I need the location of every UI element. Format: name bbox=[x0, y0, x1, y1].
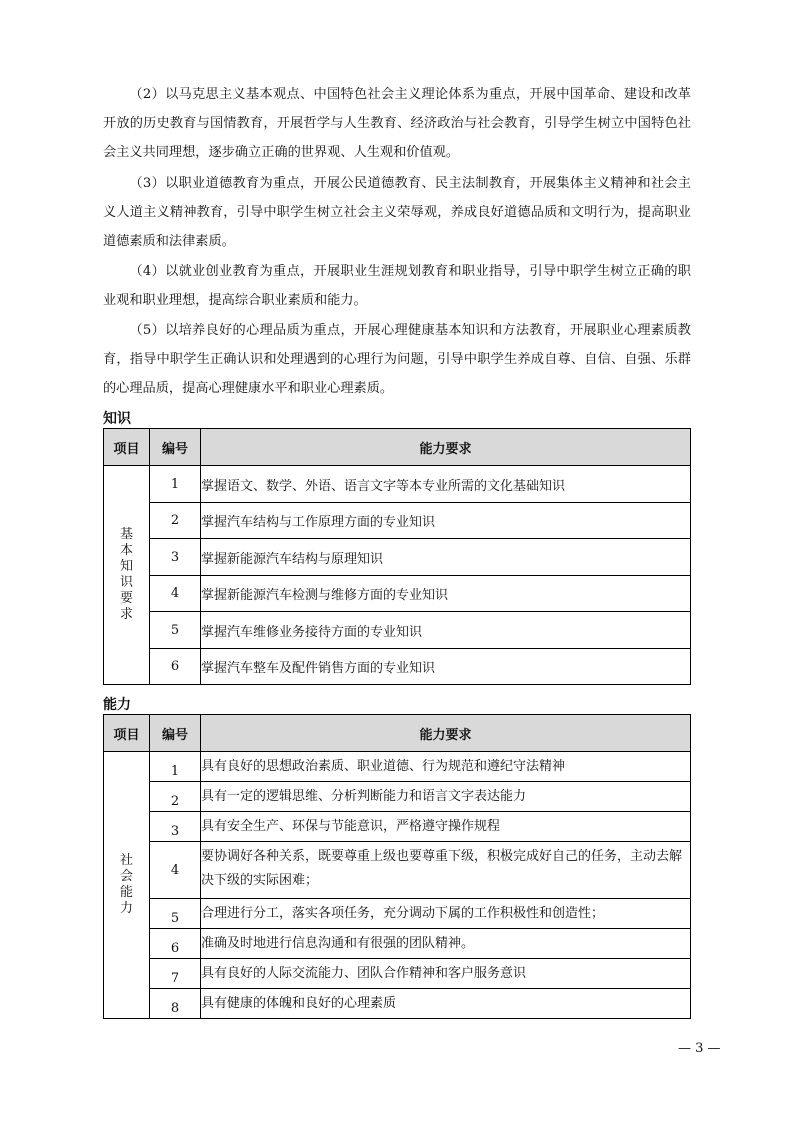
table-row bbox=[104, 899, 691, 929]
row-text: 具有良好的思想政治素质、职业道德、行为规范和遵纪守法精神 bbox=[201, 752, 691, 782]
table-header-row bbox=[104, 715, 691, 752]
row-number: 1 bbox=[150, 466, 201, 503]
page-number: — 3 — bbox=[678, 1041, 721, 1056]
row-text: 掌握新能源汽车结构与原理知识 bbox=[201, 539, 691, 576]
knowledge-heading: 知识 bbox=[103, 411, 131, 427]
table-row bbox=[104, 812, 691, 842]
table-row bbox=[104, 842, 691, 899]
paragraph-2: （2）以马克思主义基本观点、中国特色社会主义理论体系为重点，开展中国革命、建设和改革开放的历史教育与国情教育，开展哲学与人生教育、经济政治与社会教育，引导学生树立中国特色社会主义共同理想，逐步确立正确的世界观、人生观和价值观。 bbox=[103, 87, 691, 160]
table-row bbox=[104, 539, 691, 576]
row-text: 合理进行分工，落实各项任务，充分调动下属的工作积极性和创造性； bbox=[201, 899, 691, 929]
row-number: 2 bbox=[150, 503, 201, 539]
knowledge-table bbox=[103, 428, 691, 685]
table-row bbox=[104, 576, 691, 612]
table-row bbox=[104, 503, 691, 539]
paragraph-3: （3）以职业道德教育为重点，开展公民道德教育、民主法制教育，开展集体主义精神和社会主义人道主义精神教育，引导中职学生树立社会主义荣辱观，养成良好道德品质和文明行为，提高职业道德素质和法律素质。 bbox=[103, 176, 691, 249]
row-text: 掌握语文、数学、外语、语言文字等本专业所需的文化基础知识 bbox=[201, 466, 691, 503]
row-number: 8 bbox=[150, 989, 201, 1019]
category-cell bbox=[104, 466, 150, 685]
row-text: 准确及时地进行信息沟通和有很强的团队精神。 bbox=[201, 929, 691, 959]
row-text: 具有良好的人际交流能力、团队合作精神和客户服务意识 bbox=[201, 959, 691, 989]
header-requirement: 能力要求 bbox=[201, 715, 691, 752]
header-item: 项目 bbox=[104, 429, 150, 466]
header-num: 编号 bbox=[150, 715, 201, 752]
header-item: 项目 bbox=[104, 715, 150, 752]
category-cell bbox=[104, 752, 150, 1019]
row-number: 1 bbox=[150, 752, 201, 782]
ability-heading: 能力 bbox=[103, 697, 131, 713]
row-text: 掌握汽车维修业务接待方面的专业知识 bbox=[201, 612, 691, 649]
row-number: 4 bbox=[150, 842, 201, 899]
ability-table bbox=[103, 714, 691, 1019]
row-number: 5 bbox=[150, 899, 201, 929]
row-number: 2 bbox=[150, 782, 201, 812]
row-text: 掌握汽车整车及配件销售方面的专业知识 bbox=[201, 649, 691, 685]
row-text: 具有健康的体魄和良好的心理素质 bbox=[201, 989, 691, 1019]
category-label: 社会能力 bbox=[120, 853, 134, 916]
row-number: 4 bbox=[150, 576, 201, 612]
row-text: 掌握新能源汽车检测与维修方面的专业知识 bbox=[201, 576, 691, 612]
paragraph-4: （4）以就业创业教育为重点，开展职业生涯规划教育和职业指导，引导中职学生树立正确的职业观和职业理想，提高综合职业素质和能力。 bbox=[103, 264, 691, 308]
row-text: 具有安全生产、环保与节能意识，严格遵守操作规程 bbox=[201, 812, 691, 842]
row-text: 要协调好各种关系，既要尊重上级也要尊重下级，积极完成好自己的任务，主动去解决下级的实际困难； bbox=[201, 842, 691, 899]
table-header-row bbox=[104, 429, 691, 466]
table-row bbox=[104, 649, 691, 685]
row-number: 7 bbox=[150, 959, 201, 989]
table-row bbox=[104, 959, 691, 989]
header-requirement: 能力要求 bbox=[201, 429, 691, 466]
row-text: 掌握汽车结构与工作原理方面的专业知识 bbox=[201, 503, 691, 539]
row-number: 5 bbox=[150, 612, 201, 649]
table-row bbox=[104, 466, 691, 503]
table-row bbox=[104, 752, 691, 782]
row-number: 6 bbox=[150, 929, 201, 959]
table-row bbox=[104, 989, 691, 1019]
category-label: 基本知识要求 bbox=[120, 527, 134, 622]
paragraph-5: （5）以培养良好的心理品质为重点，开展心理健康基本知识和方法教育，开展职业心理素质教育，指导中职学生正确认识和处理遇到的心理行为问题，引导中职学生养成自尊、自信、自强、乐群的心理品质，提高心理健康水平和职业心理素质。 bbox=[103, 323, 691, 396]
table-row bbox=[104, 782, 691, 812]
row-number: 3 bbox=[150, 539, 201, 576]
table-row bbox=[104, 612, 691, 649]
header-num: 编号 bbox=[150, 429, 201, 466]
row-number: 3 bbox=[150, 812, 201, 842]
table-row bbox=[104, 929, 691, 959]
row-text: 具有一定的逻辑思维、分析判断能力和语言文字表达能力 bbox=[201, 782, 691, 812]
row-number: 6 bbox=[150, 649, 201, 685]
